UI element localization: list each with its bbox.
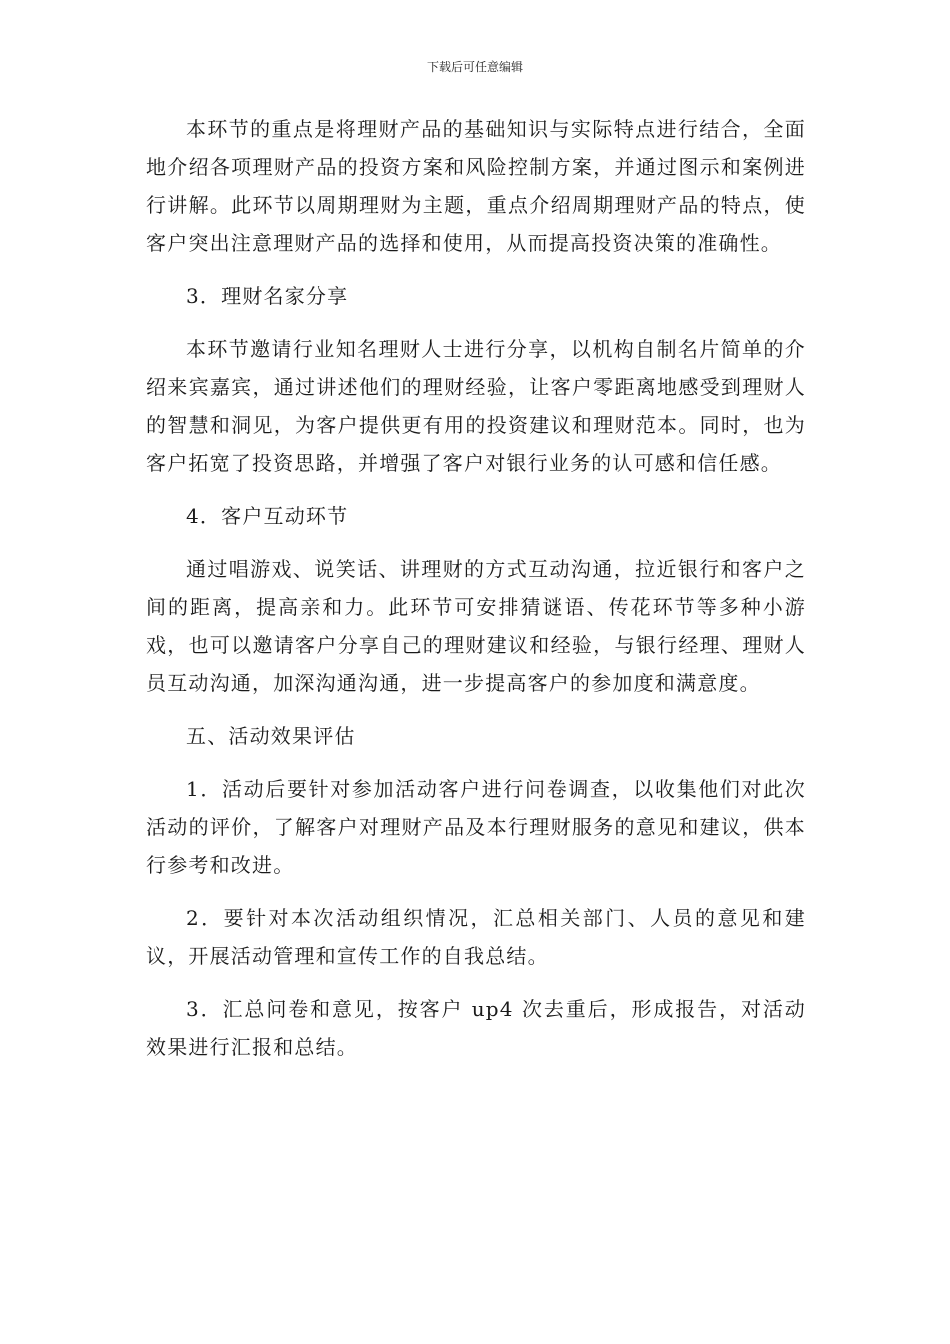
document-body [146, 110, 806, 1066]
paragraph-evaluation-2: 2．要针对本次活动组织情况，汇总相关部门、人员的意见和建议，开展活动管理和宣传工作的自我总结。 [146, 906, 806, 968]
paragraph-expert-sharing: 本环节邀请行业知名理财人士进行分享，以机构自制名片简单的介绍来宾嘉宾，通过讲述他们的理财经验，让客户零距离地感受到理财人的智慧和洞见，为客户提供更有用的投资建议和理财范本。同时，也为客户拓宽了投资思路，并增强了客户对银行业务的认可感和信任感。 [146, 337, 806, 475]
heading-customer-interaction: 4．客户互动环节 [186, 504, 349, 528]
heading-effect-evaluation: 五、活动效果评估 [186, 724, 356, 748]
heading-expert-sharing: 3．理财名家分享 [186, 284, 349, 308]
paragraph-product-focus: 本环节的重点是将理财产品的基础知识与实际特点进行结合，全面地介绍各项理财产品的投资方案和风险控制方案，并通过图示和案例进行讲解。此环节以周期理财为主题，重点介绍周期理财产品的特点，使客户突出注意理财产品的选择和使用，从而提高投资决策的准确性。 [146, 117, 806, 255]
paragraph-customer-interaction: 通过唱游戏、说笑话、讲理财的方式互动沟通，拉近银行和客户之间的距离，提高亲和力。此环节可安排猜谜语、传花环节等多种小游戏，也可以邀请客户分享自己的理财建议和经验，与银行经理、理财人员互动沟通，加深沟通沟通，进一步提高客户的参加度和满意度。 [146, 557, 806, 695]
paragraph-evaluation-1: 1．活动后要针对参加活动客户进行问卷调查，以收集他们对此次活动的评价，了解客户对理财产品及本行理财服务的意见和建议，供本行参考和改进。 [146, 777, 806, 877]
paragraph-evaluation-3: 3．汇总问卷和意见，按客户 up4 次去重后，形成报告，对活动效果进行汇报和总结。 [146, 997, 806, 1059]
page-header: 下载后可任意编辑 [426, 60, 523, 74]
